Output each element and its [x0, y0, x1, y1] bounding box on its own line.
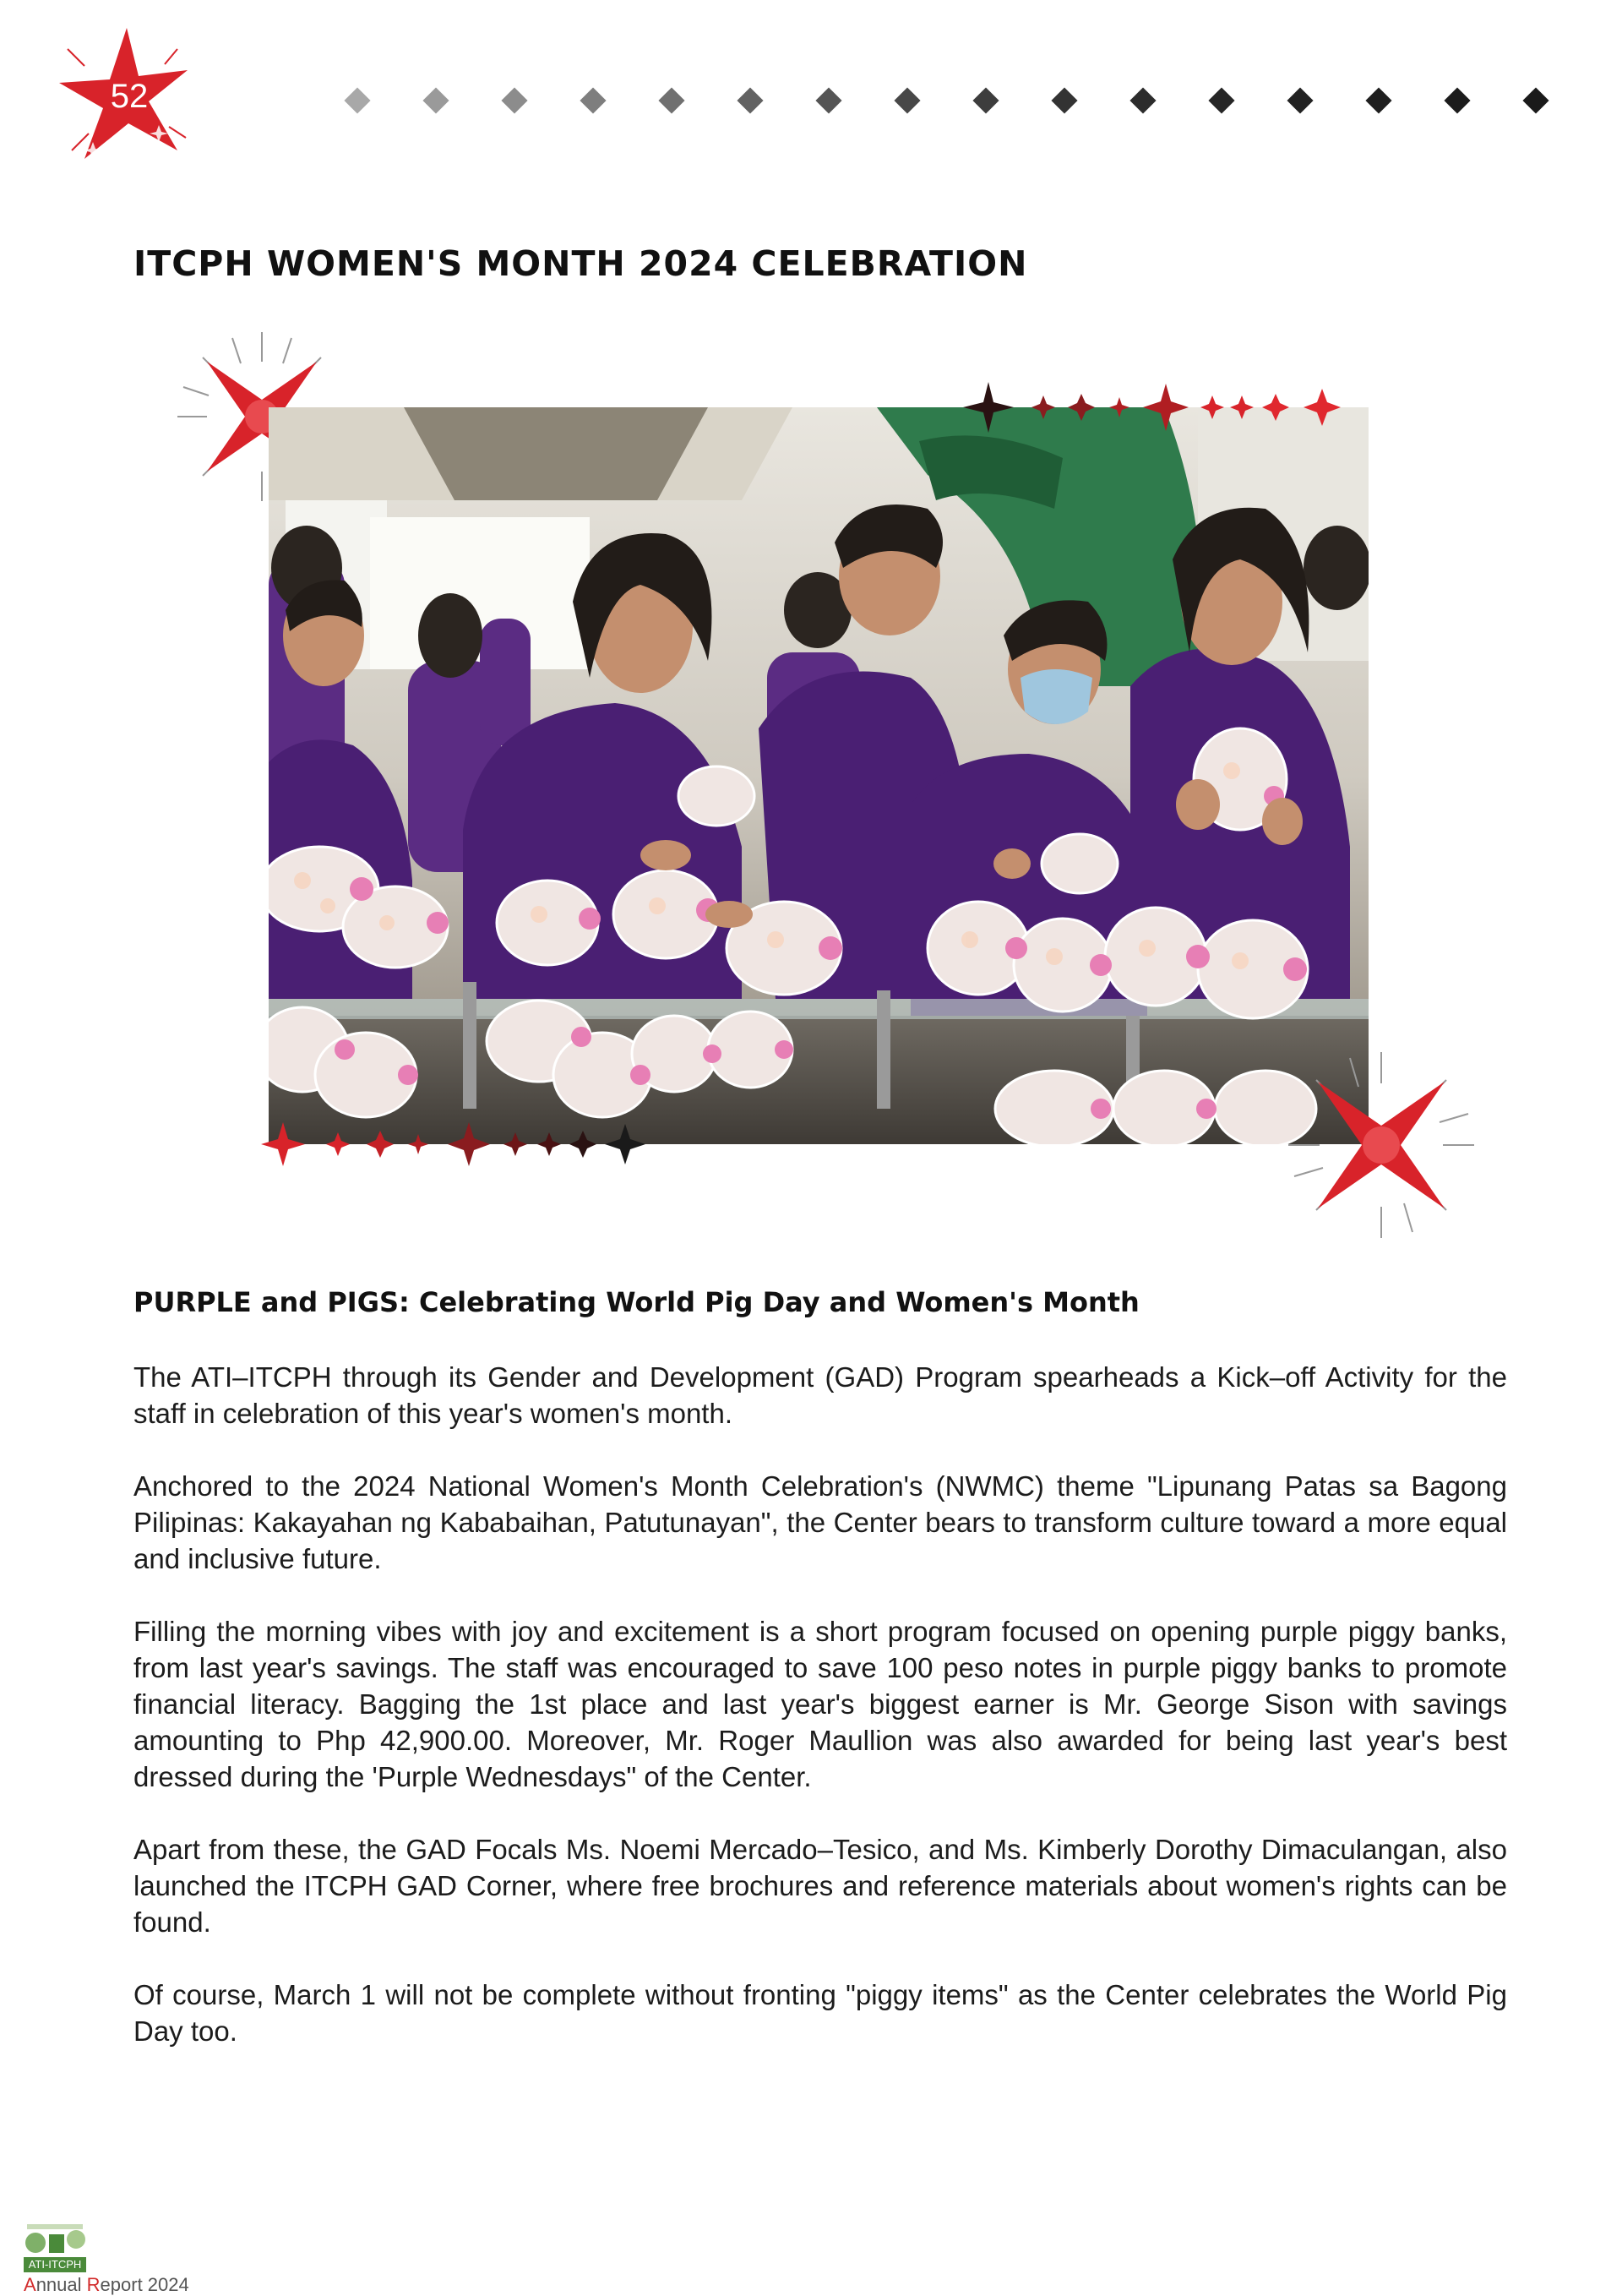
decorative-diamond-row [338, 85, 1571, 118]
diamond-icon [1208, 87, 1234, 113]
footer-report-r: R [86, 2274, 101, 2295]
diamond-icon [972, 87, 999, 113]
diamond-icon [1444, 87, 1470, 113]
diamond-icon [1522, 87, 1549, 113]
diamond-icon [1287, 87, 1313, 113]
diamond-icon [422, 87, 449, 113]
diamond-icon [1129, 87, 1156, 113]
star-row-top-icon [955, 379, 1352, 438]
footer-report-label [24, 2274, 189, 2296]
star-row-bottom-icon [253, 1115, 650, 1175]
diamond-icon [344, 87, 370, 113]
burst-decoration-icon [1284, 1048, 1478, 1242]
diamond-icon [501, 87, 527, 113]
diamond-icon [815, 87, 841, 113]
diamond-icon [737, 87, 763, 113]
diamond-icon [894, 87, 920, 113]
page-title: ITCPH WOMEN'S MONTH 2024 CELEBRATION [133, 243, 1028, 284]
footer-report-mid: nnual [35, 2274, 87, 2295]
page-number: 52 [110, 78, 149, 115]
article-body [133, 1359, 1507, 2086]
diamond-icon [1051, 87, 1077, 113]
article-paragraph: The ATI–ITCPH through its Gender and Development (GAD) Program spearheads a Kick–off Activity for the staff in celebration of this year's women's month. [133, 1361, 1507, 1429]
article-paragraph: Filling the morning vibes with joy and excitement is a short program focused on opening purple piggy banks, from last year's savings. The staff was encouraged to save 100 peso notes in purple piggy banks to promote financial literacy. Bagging the 1st place and last year's biggest earner is Mr. George Sison with savings amounting to Php 42,900.00. Moreover, Mr. Roger Maullion was also awarded for being last year's best dressed during the 'Purple Wednesdays" of the Center. [133, 1616, 1507, 1792]
event-photo [269, 407, 1369, 1144]
diamond-icon [580, 87, 606, 113]
photo-staff-with-piggy-banks-icon [269, 407, 1369, 1144]
diamond-icon [658, 87, 684, 113]
footer-report-rest: eport 2024 [100, 2274, 189, 2295]
footer-report-initial: A [24, 2274, 36, 2295]
article-paragraph: Anchored to the 2024 National Women's Month Celebration's (NWMC) theme "Lipunang Patas sa Bagong Pilipinas: Kakayahan ng Kababaihan, Patutunayan", the Center bears to transform culture toward a more equal and inclusive future. [133, 1470, 1507, 1574]
article-paragraph: Of course, March 1 will not be complete without fronting "piggy items" as the Center celebrates the World Pig Day too. [133, 1979, 1507, 2047]
article-heading: PURPLE and PIGS: Celebrating World Pig Day and Women's Month [133, 1286, 1140, 1318]
footer-org-label: ATI-ITCPH [24, 2257, 86, 2272]
diamond-icon [1365, 87, 1391, 113]
article-paragraph: Apart from these, the GAD Focals Ms. Noemi Mercado–Tesico, and Ms. Kimberly Dorothy Dimaculangan, also launched the ITCPH GAD Corner, where free brochures and reference materials about women's rights can be found. [133, 1834, 1507, 1938]
